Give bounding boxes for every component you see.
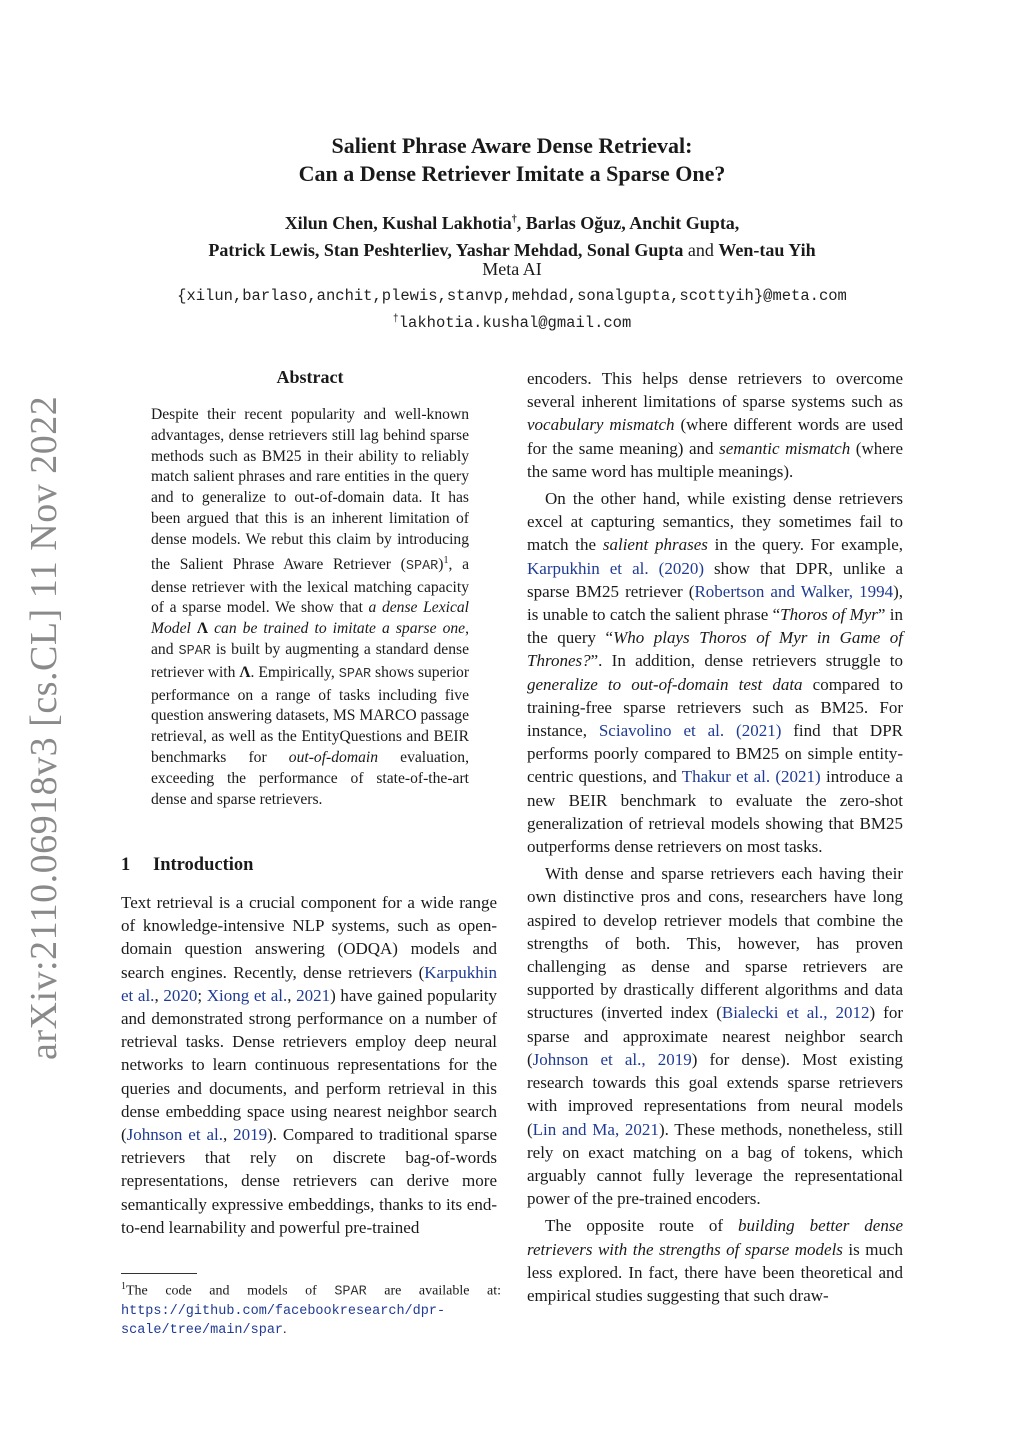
body-text: ). Compared to traditional sparse retrievers that rely on discrete bag-of-words representations, dense retrievers can derive more semantically expressive embeddings, thanks to its end-to-end learnability and powerful pre-trained <box>121 1125 497 1237</box>
abstract-heading: Abstract <box>276 367 344 387</box>
citation-link[interactable]: Bialecki et al., 2012 <box>721 1003 870 1023</box>
paragraph <box>527 487 903 858</box>
citation-link[interactable]: 2021 <box>296 985 331 1005</box>
body-text: Text retrieval is a crucial component for a wide range of knowledge-intensive NLP systems, such as open-domain question answering (ODQA) models and search engines. Recently, dense retrievers ( <box>121 893 497 982</box>
email-address: lakhotia.kushal@gmail.com <box>398 314 632 333</box>
code-repository-link[interactable]: https://github.com/facebookresearch/dpr-scale/tree/main/spar <box>121 1303 446 1338</box>
emphasis: Thoros of Myr <box>780 605 878 625</box>
author-names: Wen-tau Yih <box>718 240 816 260</box>
abstract-text: . Empirically, <box>250 663 339 681</box>
body-text: ”. In addition, dense retrievers struggle to <box>590 651 903 671</box>
abstract-text: evaluation, exceeding the performance of state-of-the-art dense and sparse retrievers. <box>151 748 469 808</box>
emphasis: salient phrases <box>602 535 708 555</box>
paragraph <box>121 891 497 1239</box>
section-title: Introduction <box>153 855 254 875</box>
citation-link[interactable]: Johnson et al., 2019 <box>532 1049 692 1069</box>
author-names: , Barlas Oğuz, Anchit Gupta, <box>516 213 740 233</box>
body-text: ; <box>197 985 207 1005</box>
footnote-marker: 1 <box>121 1281 126 1292</box>
citation-link[interactable]: 2019 <box>233 1125 268 1145</box>
authors-line-1 <box>0 206 1024 237</box>
body-text: ). These methods, nonetheless, still rely on exact matching on a bag of tokens, which arguably cannot fully leverage the representational power of the pre-trained encoders. <box>527 1119 903 1209</box>
body-text: , <box>287 985 297 1005</box>
lambda-symbol: Λ <box>239 663 251 681</box>
body-text: With dense and sparse retrievers each having their own distinctive pros and cons, researchers have long aspired to develop retriever models that combine the strengths of both. This, however, has proven challenging as dense and sparse retrievers are supported by drastically different algorithms and data structures (inverted index ( <box>527 864 903 1023</box>
body-text: The opposite route of <box>545 1216 739 1236</box>
spar-name: SPAR <box>405 558 439 574</box>
body-text: On the other hand, while existing dense retrievers excel at capturing semantics, they sometimes fail to match the <box>527 489 903 555</box>
abstract-emphasis: a dense Lexical Model <box>151 599 469 638</box>
paren-close: ) <box>438 555 444 573</box>
body-text: (where the same word has multiple meanings). <box>527 438 903 481</box>
emphasis: Who plays Thoros of Myr in Game of Thrones? <box>527 628 903 671</box>
citation-link[interactable]: 2020 <box>163 985 198 1005</box>
emphasis: building better dense retrievers with the strengths of sparse models <box>527 1216 903 1259</box>
author-names: Patrick Lewis, Stan Peshterliev, Yashar Mehdad, Sonal Gupta <box>208 240 684 260</box>
abstract-emphasis: can be trained to imitate a sparse one <box>214 620 466 638</box>
section-heading <box>121 855 253 876</box>
citation-link[interactable]: Sciavolino et al. (2021) <box>598 721 782 741</box>
paragraph <box>527 862 903 1210</box>
section-number: 1 <box>121 855 131 875</box>
citation-link[interactable]: Johnson et al. <box>126 1125 223 1145</box>
affiliation: Meta AI <box>482 259 542 279</box>
abstract-body <box>151 405 469 810</box>
author-conjunction: and <box>683 240 719 260</box>
abstract-text: Despite their recent popularity and well-known advantages, dense retrievers still lag behind sparse methods such as BM25 in their ability to reliably match salient phrases and rare entities in the query and to generalize to out-of-domain data. It has been argued that this is an inherent limitation of dense models. We rebut this claim by introducing the Salient Phrase Aware Retriever ( <box>151 406 469 573</box>
author-emails <box>0 284 1024 335</box>
emphasis: generalize to out-of-domain test data <box>527 674 803 694</box>
email-line-2 <box>0 308 1024 335</box>
abstract-text: is built by augmenting a standard dense retriever with <box>151 640 469 681</box>
spar-name: SPAR <box>338 666 372 682</box>
body-text: introduce a new BEIR benchmark to evaluate the zero-shot generalization of retrieval models showing that BM25 outperforms dense retrievers on most tasks. <box>527 767 903 857</box>
body-text: , <box>222 1125 234 1145</box>
dagger-mark: † <box>392 314 399 325</box>
paragraph <box>527 367 903 483</box>
emphasis: vocabulary mismatch <box>527 415 675 435</box>
body-text: ) for sparse and approximate nearest neighbor search ( <box>527 1003 903 1069</box>
body-text: in the query. For example, <box>707 535 903 555</box>
body-text: is much less explored. In fact, there have been theoretical and empirical studies suggesting that such draw- <box>527 1239 904 1305</box>
body-text: ) have gained popularity and demonstrated strong performance on a number of retrieval tasks. Dense retrievers employ deep neural networks to learn continuous representations for the queries and documents, and perform retrieval in this dense embedding space using nearest neighbor search ( <box>121 985 497 1145</box>
author-list <box>0 206 1024 264</box>
citation-link[interactable]: Karpukhin et al. <box>121 962 497 1005</box>
footnote-marker: 1 <box>443 554 449 566</box>
footnote-text: are available at: <box>366 1283 502 1299</box>
footnote-text: The code and models of <box>126 1283 335 1299</box>
spar-name: SPAR <box>178 643 211 659</box>
paragraph <box>527 1214 903 1307</box>
arxiv-identifier-stamp: arXiv:2110.06918v3 [cs.CL] 11 Nov 2022 <box>23 395 65 1060</box>
body-text: ) for dense). Most existing research towards this goal extends sparse retrievers with improved representations from neural models ( <box>527 1049 903 1139</box>
introduction-left-column <box>121 891 497 1239</box>
citation-link[interactable]: Robertson and Walker, 1994 <box>694 581 894 601</box>
lambda-symbol: Λ <box>196 620 209 638</box>
abstract-emphasis: out-of-domain <box>288 748 379 766</box>
body-text: compared to training-free sparse retrievers such as BM25. For instance, <box>527 674 903 741</box>
citation-link[interactable]: Lin and Ma, 2021 <box>532 1119 659 1139</box>
body-text: ” in the query “ <box>527 605 903 648</box>
body-text: ), is unable to catch the salient phrase “ <box>527 581 903 625</box>
body-text: encoders. This helps dense retrievers to overcome several inherent limitations of sparse systems such as <box>527 369 903 412</box>
dagger-mark: † <box>511 214 517 225</box>
citation-link[interactable]: Xiong et al. <box>206 985 288 1005</box>
body-text: , <box>154 985 164 1005</box>
footnote-text: . <box>283 1321 287 1337</box>
footnote <box>121 1278 501 1340</box>
citation-link[interactable]: Karpukhin et al. (2020) <box>527 558 704 578</box>
body-text: find that DPR performs poorly compared to BM25 on simple entity-centric questions, and <box>527 721 903 787</box>
emphasis: semantic mismatch <box>719 438 851 458</box>
body-text: (where different words are used for the same meaning) and <box>527 415 904 458</box>
abstract-text: shows superior performance on a range of tasks including five question answering datasets, MS MARCO passage retrieval, as well as the EntityQuestions and BEIR benchmarks for <box>151 663 470 766</box>
abstract-text: , a dense retriever with the lexical matching capacity of a sparse model. We show that <box>151 555 469 617</box>
citation-link[interactable]: Thakur et al. (2021) <box>681 767 821 787</box>
spar-name: SPAR <box>334 1284 367 1300</box>
paper-title <box>0 132 1024 188</box>
body-text: show that DPR, unlike a sparse BM25 retriever ( <box>527 558 903 601</box>
title-line-2: Can a Dense Retriever Imitate a Sparse One? <box>298 161 726 186</box>
email-line-1: {xilun,barlaso,anchit,plewis,stanvp,mehdad,sonalgupta,scottyih}@meta.com <box>177 287 847 305</box>
introduction-right-column <box>527 367 903 1311</box>
abstract-text: , and <box>151 620 470 658</box>
footnote-divider <box>121 1273 197 1274</box>
author-names: Xilun Chen, Kushal Lakhotia <box>284 213 512 233</box>
title-line-1: Salient Phrase Aware Dense Retrieval: <box>331 133 693 158</box>
